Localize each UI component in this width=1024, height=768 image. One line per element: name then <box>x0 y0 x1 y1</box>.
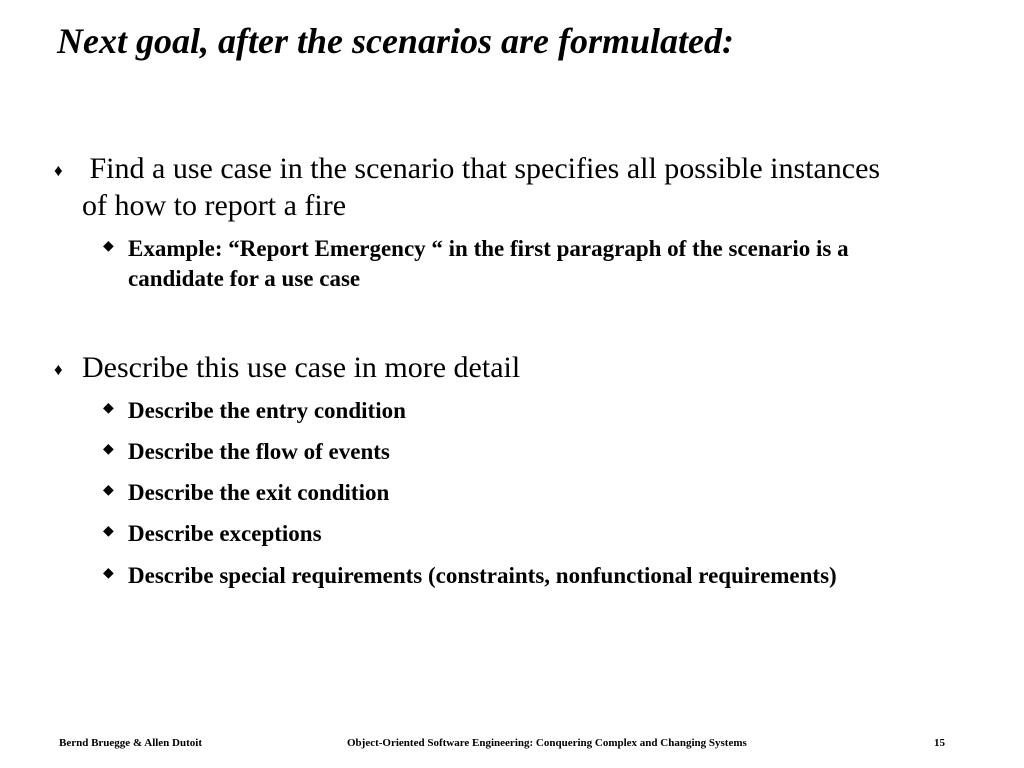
sub-bullet-text: Describe the exit condition <box>128 480 390 505</box>
diamond-sub-bullet-icon: ◆ <box>103 442 114 457</box>
page-number: 15 <box>934 737 945 749</box>
sub-bullet-text: Example: “Report Emergency “ in the first paragraph of the scenario is a candidate for a use case <box>128 236 849 291</box>
sub-bullet-text: Describe special requirements (constraints, nonfunctional requirements) <box>128 563 837 588</box>
footer-authors: Bernd Bruegge & Allen Dutoit <box>59 737 202 749</box>
sub-bullet-text: Describe the entry condition <box>128 398 406 423</box>
diamond-sub-bullet-icon: ◆ <box>103 483 114 498</box>
bullet-text: Describe this use case in more detail <box>82 351 521 384</box>
slide-title: Next goal, after the scenarios are formulated: <box>57 21 734 61</box>
diamond-sub-bullet-icon: ◆ <box>103 524 114 539</box>
diamond-sub-bullet-icon: ◆ <box>103 239 114 254</box>
diamond-bullet-icon: ♦ <box>54 161 63 180</box>
footer-book-title: Object-Oriented Software Engineering: Conquering Complex and Changing Systems <box>347 737 747 749</box>
diamond-bullet-icon: ♦ <box>54 360 63 379</box>
bullet-text: Find a use case in the scenario that specifies all possible instances of how to report a fire <box>82 152 888 222</box>
sub-bullet-text: Describe the flow of events <box>128 439 390 464</box>
diamond-sub-bullet-icon: ◆ <box>103 566 114 581</box>
sub-bullet-text: Describe exceptions <box>128 521 322 546</box>
diamond-sub-bullet-icon: ◆ <box>103 401 114 416</box>
